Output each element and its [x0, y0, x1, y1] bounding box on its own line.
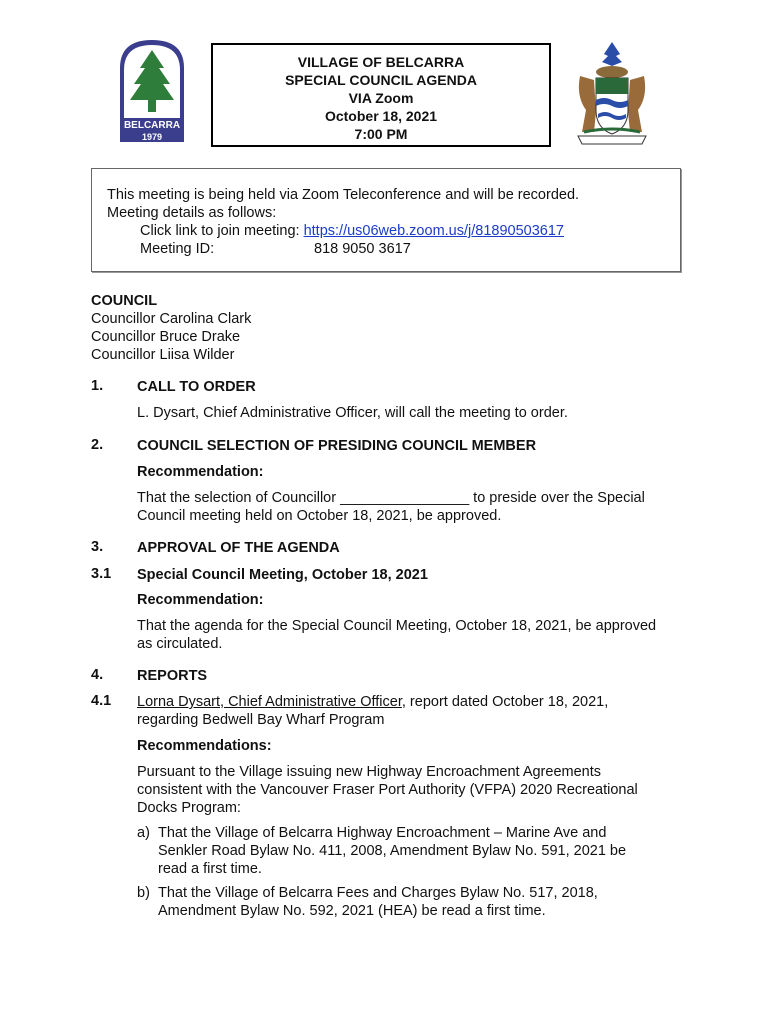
zoom-recording-notice: This meeting is being held via Zoom Teleconference and will be recorded.: [107, 187, 580, 203]
section-4-1-report-line-1: [137, 693, 697, 711]
logo-text: BELCARRA: [123, 120, 181, 131]
zoom-info-box: [91, 168, 681, 272]
item-a-line-1: That the Village of Belcarra Highway Encroachment – Marine Ave and: [158, 825, 607, 841]
section-4-1-intro-line-2: consistent with the Vancouver Fraser Port Authority (VFPA) 2020 Recreational: [137, 782, 638, 798]
section-3-1-text-line-1: That the agenda for the Special Council Meeting, October 18, 2021, be approved: [137, 618, 657, 634]
title-line-4: October 18, 2021: [324, 108, 438, 124]
section-3-1-recommendation-label: Recommendation:: [137, 592, 264, 608]
section-3-title: APPROVAL OF THE AGENDA: [137, 540, 340, 556]
zoom-link-line: [140, 222, 564, 241]
section-2-recommendation-label: Recommendation:: [137, 464, 264, 480]
section-1-number: 1.: [91, 378, 104, 394]
section-4-1-intro-line-3: Docks Program:: [137, 800, 241, 816]
zoom-meeting-link[interactable]: https://us06web.zoom.us/j/81890503617: [303, 223, 564, 239]
council-member: Councillor Carolina Clark: [91, 311, 252, 327]
section-1-text: L. Dysart, Chief Administrative Officer, will call the meeting to order.: [137, 405, 568, 421]
item-b-label: b): [137, 885, 150, 901]
council-list: [91, 292, 251, 364]
section-2-text-line-1: That the selection of Councillor ________________ to preside over the Special: [137, 490, 645, 506]
item-b-line-1: That the Village of Belcarra Fees and Charges Bylaw No. 517, 2018,: [158, 885, 598, 901]
title-line-2: SPECIAL COUNCIL AGENDA: [285, 72, 477, 88]
agenda-title-box: [211, 43, 551, 147]
section-3-1-text-line-2: as circulated.: [137, 636, 223, 652]
section-4-title: REPORTS: [137, 668, 208, 684]
section-4-1-number: 4.1: [91, 693, 112, 709]
meeting-id-label: Meeting ID:: [140, 241, 215, 257]
section-3-number: 3.: [91, 539, 104, 555]
council-member: Councillor Liisa Wilder: [91, 347, 235, 363]
title-line-5: 7:00 PM: [354, 126, 408, 142]
zoom-link-prefix: Click link to join meeting:: [140, 223, 304, 239]
logo-year: 1979: [141, 132, 163, 142]
section-4-1-report-line-2: regarding Bedwell Bay Wharf Program: [137, 712, 385, 728]
title-line-3: VIA Zoom: [348, 90, 414, 106]
section-1-title: CALL TO ORDER: [137, 379, 256, 395]
section-4-1-intro-line-1: Pursuant to the Village issuing new Highway Encroachment Agreements: [137, 764, 601, 780]
section-4-number: 4.: [91, 667, 104, 683]
coat-of-arms-icon: [572, 40, 652, 148]
section-3-1-number: 3.1: [91, 566, 112, 582]
report-author-link[interactable]: Lorna Dysart, Chief Administrative Officer: [137, 694, 402, 710]
zoom-details-intro: Meeting details as follows:: [107, 205, 277, 221]
recommendation-item-b: [137, 884, 697, 924]
section-2-title: COUNCIL SELECTION OF PRESIDING COUNCIL MEMBER: [137, 438, 537, 454]
item-a-line-2: Senkler Road Bylaw No. 411, 2008, Amendment Bylaw No. 591, 2021 be: [158, 843, 627, 859]
title-line-1: VILLAGE OF BELCARRA: [297, 54, 465, 70]
section-2-text-line-2: Council meeting held on October 18, 2021, be approved.: [137, 508, 502, 524]
item-b-line-2: Amendment Bylaw No. 592, 2021 (HEA) be read a first time.: [158, 903, 546, 919]
recommendation-item-a: [137, 824, 697, 884]
section-4-1-recommendations-label: Recommendations:: [137, 738, 272, 754]
belcarra-logo: [118, 38, 186, 144]
item-a-label: a): [137, 825, 150, 841]
council-member: Councillor Bruce Drake: [91, 329, 241, 345]
item-a-line-3: read a first time.: [158, 861, 262, 877]
council-heading: COUNCIL: [91, 293, 158, 309]
report-date: , report dated October 18, 2021,: [401, 694, 609, 710]
meeting-id-value: 818 9050 3617: [314, 241, 411, 257]
section-3-1-title: Special Council Meeting, October 18, 2021: [137, 567, 428, 583]
section-2-number: 2.: [91, 437, 104, 453]
